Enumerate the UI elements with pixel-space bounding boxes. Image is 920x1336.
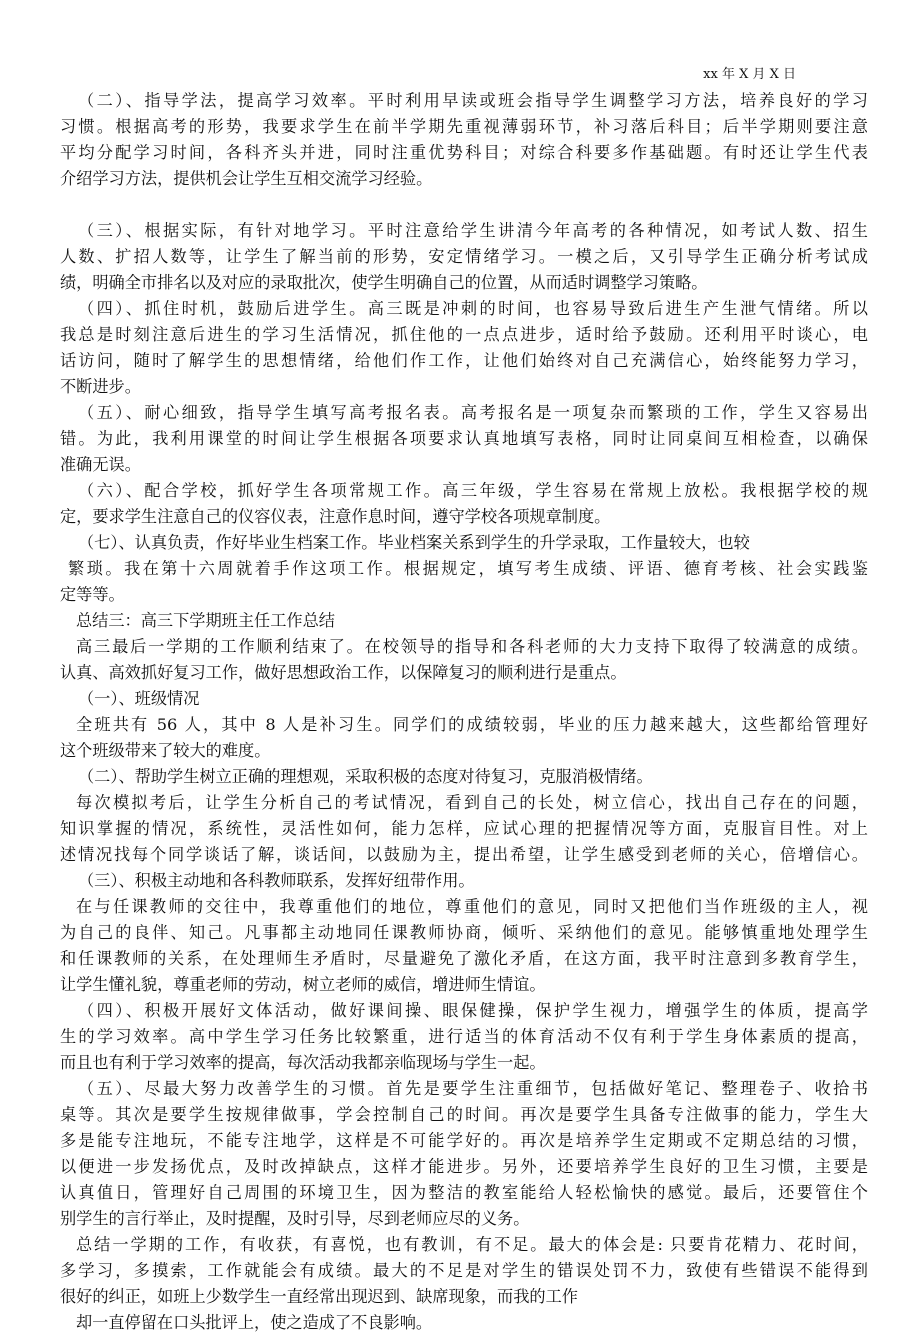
text-line: 不断进步。 bbox=[60, 377, 141, 396]
text-line: 繁琐。我在第十六周就着手作这项工作。根据规定，填写考生成绩、评语、德育考核、社会实践鉴 bbox=[68, 559, 868, 578]
text-line: （六）、配合学校，抓好学生各项常规工作。高三年级，学生容易在常规上放松。我根据学校的规 bbox=[78, 481, 868, 500]
text-line: 定等等。 bbox=[60, 585, 125, 604]
text-line: 错。为此，我利用课堂的时间让学生根据各项要求认真地填写表格，同时让同桌间互相检查，以确保 bbox=[60, 429, 868, 448]
text-line: 生的学习效率。高中学生学习任务比较繁重，进行适当的体育活动不仅有利于学生身体素质的提高， bbox=[60, 1027, 868, 1046]
blank-line bbox=[60, 192, 868, 218]
text-line: 让学生懂礼貌，尊重老师的劳动，树立老师的威信，增进师生情谊。 bbox=[60, 975, 546, 994]
text-line: 知识掌握的情况，系统性，灵活性如何，能力怎样，应试心理的把握情况等方面，克服盲目性。对上 bbox=[60, 819, 868, 838]
text-line: （二）、指导学法，提高学习效率。平时利用早读或班会指导学生调整学习方法，培养良好的学习 bbox=[78, 91, 868, 110]
text-line: 述情况找每个同学谈话了解，谈话间，以鼓励为主，提出希望，让学生感受到老师的关心，倍增信心。 bbox=[60, 845, 868, 864]
text-line: 为自己的良伴、知己。凡事都主动地同任课教师协商，倾听、采纳他们的意见。能够慎重地处理学生 bbox=[60, 923, 868, 942]
document-body bbox=[60, 88, 868, 1336]
text-line: 认真值日，管理好自己周围的环境卫生，因为整洁的教室能给人轻松愉快的感觉。最后，还要管住个 bbox=[60, 1183, 868, 1202]
text-line: 习惯。根据高考的形势，我要求学生在前半学期先重视薄弱环节，补习落后科目；后半学期则要注意 bbox=[60, 117, 868, 136]
text-line: 和任课教师的关系，在处理师生矛盾时，尽量避免了激化矛盾，在这方面，我平时注意到多教育学生， bbox=[60, 949, 868, 968]
text-line: （三）、根据实际，有针对地学习。平时注意给学生讲清今年高考的各种情况，如考试人数、招生 bbox=[78, 221, 868, 240]
text-line: 别学生的言行举止，及时提醒，及时引导，尽到老师应尽的义务。 bbox=[60, 1209, 530, 1228]
text-line: 这个班级带来了较大的难度。 bbox=[60, 741, 271, 760]
text-line: （二）、帮助学生树立正确的理想观，采取积极的态度对待复习，克服消极情绪。 bbox=[78, 767, 653, 786]
text-line: （四）、积极开展好文体活动，做好课间操、眼保健操，保护学生视力，增强学生的体质，提高学 bbox=[78, 1001, 868, 1020]
text-line: （五）、尽最大努力改善学生的习惯。首先是要学生注重细节，包括做好笔记、整理卷子、收拾书 bbox=[78, 1079, 868, 1098]
text-line: 全班共有 56 人，其中 8 人是补习生。同学们的成绩较弱，毕业的压力越来越大，这些都给管理好 bbox=[76, 715, 868, 734]
text-line: （四）、抓住时机，鼓励后进学生。高三既是冲刺的时间，也容易导致后进生产生泄气情绪。所以 bbox=[78, 299, 868, 318]
text-line: 很好的纠正，如班上少数学生一直经常出现迟到、缺席现象，而我的工作 bbox=[60, 1287, 578, 1306]
text-line: 高三最后一学期的工作顺利结束了。在校领导的指导和各科老师的大力支持下取得了较满意的成绩。 bbox=[76, 637, 868, 656]
text-line: 话访问，随时了解学生的思想情绪，给他们作工作，让他们始终对自己充满信心，始终能努力学习， bbox=[60, 351, 868, 370]
text-line: 平均分配学习时间，各科齐头并进，同时注重优势科目；对综合科要多作基础题。有时还让学生代表 bbox=[60, 143, 868, 162]
text-line: 多学习，多摸索，工作就能会有成绩。最大的不足是对学生的错误处罚不力，致使有些错误不能得到 bbox=[60, 1261, 868, 1280]
text-line: 而且也有利于学习效率的提高，每次活动我都亲临现场与学生一起。 bbox=[60, 1053, 546, 1072]
text-line: 却一直停留在口头批评上，使之造成了不良影响。 bbox=[76, 1313, 433, 1332]
text-line: 多是能专注地玩，不能专注地学，这样是不可能学好的。再次是培养学生定期或不定期总结的习惯， bbox=[60, 1131, 868, 1150]
text-line: 总结三：高三下学期班主任工作总结 bbox=[76, 611, 335, 630]
text-line: 介绍学习方法，提供机会让学生互相交流学习经验。 bbox=[60, 169, 433, 188]
text-line: 我总是时刻注意后进生的学习生活情况，抓住他的一点点进步，适时给予鼓励。还利用平时谈心，电 bbox=[60, 325, 868, 344]
text-line: 定，要求学生注意自己的仪容仪表，注意作息时间，遵守学校各项规章制度。 bbox=[60, 507, 611, 526]
text-line: （七）、认真负责，作好毕业生档案工作。毕业档案关系到学生的升学录取，工作量较大，也较 bbox=[78, 533, 750, 552]
text-line: 在与任课教师的交往中，我尊重他们的地位，尊重他们的意见，同时又把他们当作班级的主人，视 bbox=[76, 897, 868, 916]
text-line: 人数、扩招人数等，让学生了解当前的形势，安定情绪学习。一模之后，又引导学生正确分析考试成 bbox=[60, 247, 868, 266]
text-line: （一）、班级情况 bbox=[78, 689, 200, 708]
text-line: 认真、高效抓好复习工作，做好思想政治工作，以保障复习的顺利进行是重点。 bbox=[60, 663, 627, 682]
header-date: xx 年 X 月 X 日 bbox=[703, 67, 796, 82]
text-line: （三）、积极主动地和各科教师联系，发挥好纽带作用。 bbox=[78, 871, 475, 890]
text-line: 以便进一步发扬优点，及时改掉缺点，这样才能进步。另外，还要培养学生良好的卫生习惯，主要是 bbox=[60, 1157, 868, 1176]
text-line: （五）、耐心细致，指导学生填写高考报名表。高考报名是一项复杂而繁琐的工作，学生又容易出 bbox=[78, 403, 868, 422]
text-line: 总结一学期的工作，有收获，有喜悦，也有教训，有不足。最大的体会是: 只要肯花精力、花时间， bbox=[76, 1235, 868, 1254]
text-line: 每次模拟考后，让学生分析自己的考试情况，看到自己的长处，树立信心，找出自己存在的问题， bbox=[76, 793, 868, 812]
text-line: 准确无误。 bbox=[60, 455, 141, 474]
text-line: 绩，明确全市排名以及对应的录取批次，使学生明确自己的位置，从而适时调整学习策略。 bbox=[60, 273, 708, 292]
text-line: 桌等。其次是要学生按规律做事，学会控制自己的时间。再次是要学生具备专注做事的能力，学生大 bbox=[60, 1105, 868, 1124]
